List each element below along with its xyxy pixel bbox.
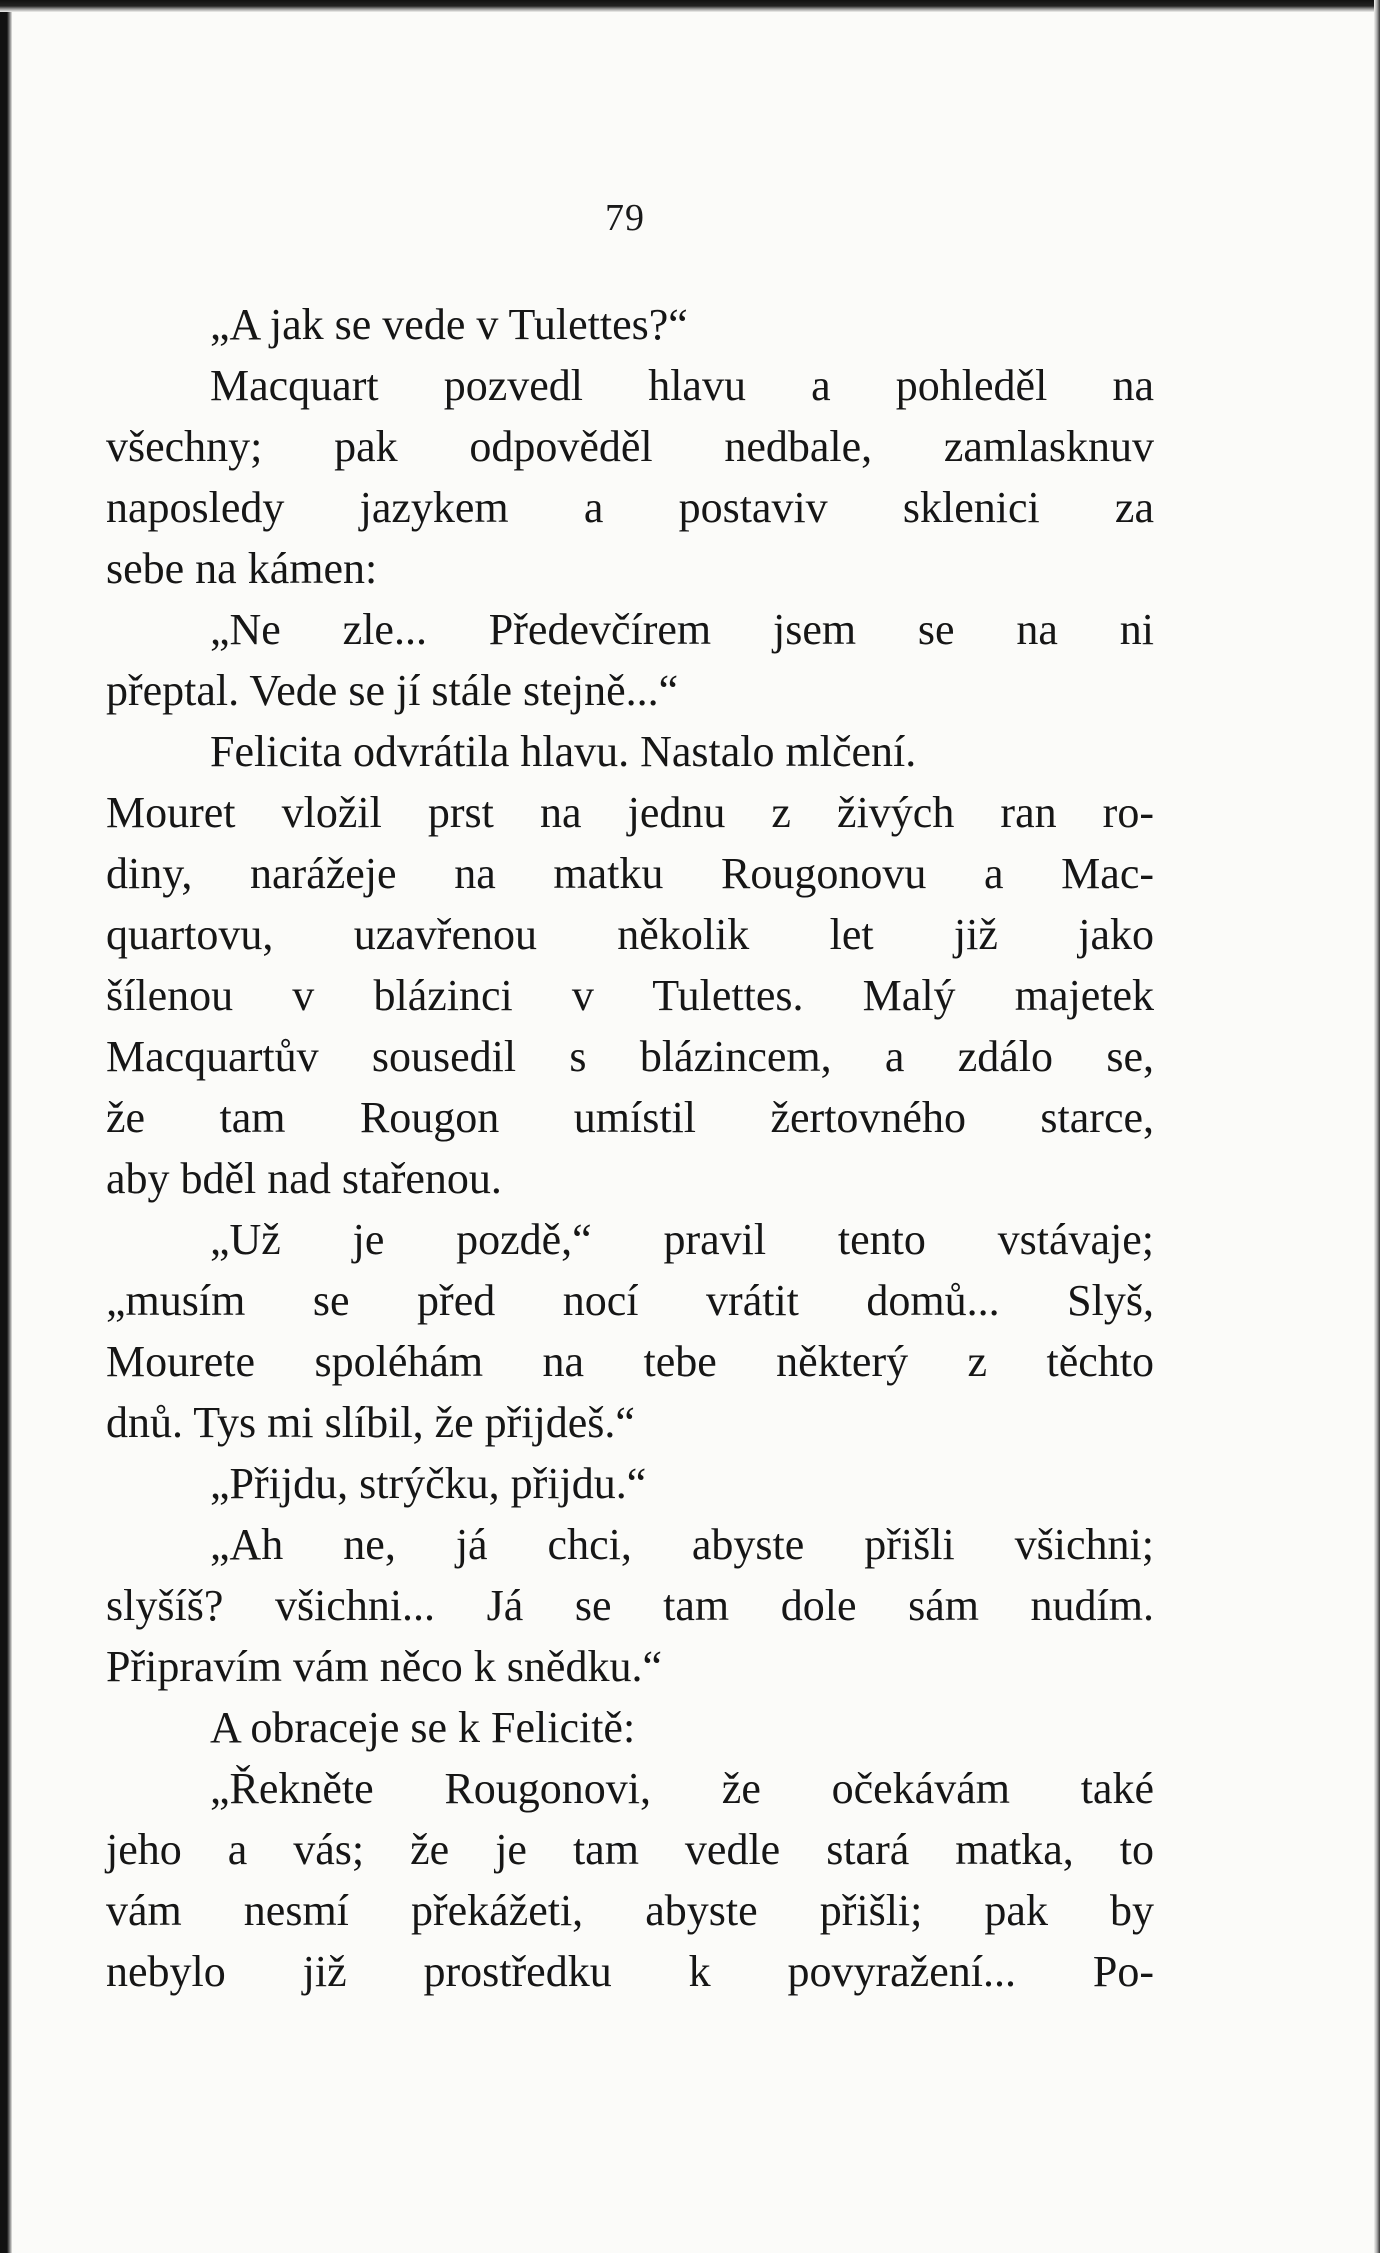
page-number: 79	[605, 197, 645, 239]
text-line: Mouret vložil prst na jednu z živých ran ro-	[106, 788, 1154, 837]
text-line: všechny; pak odpověděl nedbale, zamlasknuv	[106, 422, 1154, 471]
text-line: šílenou v blázinci v Tulettes. Malý majetek	[106, 971, 1154, 1020]
text-line: nebylo již prostředku k povyražení... Po-	[106, 1947, 1154, 1996]
text-line: quartovu, uzavřenou několik let již jako	[106, 910, 1154, 959]
text-line: „A jak se vede v Tulettes?“	[210, 300, 688, 349]
text-line: vám nesmí překážeti, abyste přišli; pak by	[106, 1886, 1154, 1935]
page-edge-left	[0, 0, 12, 2253]
text-line: přeptal. Vede se jí stále stejně...“	[106, 666, 679, 715]
text-line: „Řekněte Rougonovi, že očekávám také	[210, 1764, 1154, 1813]
text-line: Mourete spoléhám na tebe některý z těchto	[106, 1337, 1154, 1386]
text-line: „Přijdu, strýčku, přijdu.“	[210, 1459, 647, 1508]
text-line: Připravím vám něco k snědku.“	[106, 1642, 662, 1691]
text-line: Felicita odvrátila hlavu. Nastalo mlčení.	[210, 727, 917, 776]
text-line: „Už je pozdě,“ pravil tento vstávaje;	[210, 1215, 1154, 1264]
body-text	[106, 294, 1154, 2002]
text-line: A obraceje se k Felicitě:	[210, 1703, 636, 1752]
text-line: naposledy jazykem a postaviv sklenici za	[106, 483, 1154, 532]
page-edge-top	[0, 0, 1380, 12]
text-line: Macquart pozvedl hlavu a pohleděl na	[210, 361, 1154, 410]
text-line: Macquartův sousedil s blázincem, a zdálo se,	[106, 1032, 1154, 1081]
text-line: dnů. Tys mi slíbil, že přijdeš.“	[106, 1398, 635, 1447]
text-line: že tam Rougon umístil žertovného starce,	[106, 1093, 1154, 1142]
text-line: „musím se před nocí vrátit domů... Slyš,	[106, 1276, 1154, 1325]
text-line: aby bděl nad stařenou.	[106, 1154, 502, 1203]
text-line: jeho a vás; že je tam vedle stará matka, to	[106, 1825, 1154, 1874]
text-line: sebe na kámen:	[106, 544, 378, 593]
text-line: „Ah ne, já chci, abyste přišli všichni;	[210, 1520, 1154, 1569]
text-line: slyšíš? všichni... Já se tam dole sám nudím.	[106, 1581, 1154, 1630]
text-line: „Ne zle... Předevčírem jsem se na ni	[210, 605, 1154, 654]
page-edge-right	[1374, 0, 1380, 2253]
text-line: diny, narážeje na matku Rougonovu a Mac-	[106, 849, 1154, 898]
